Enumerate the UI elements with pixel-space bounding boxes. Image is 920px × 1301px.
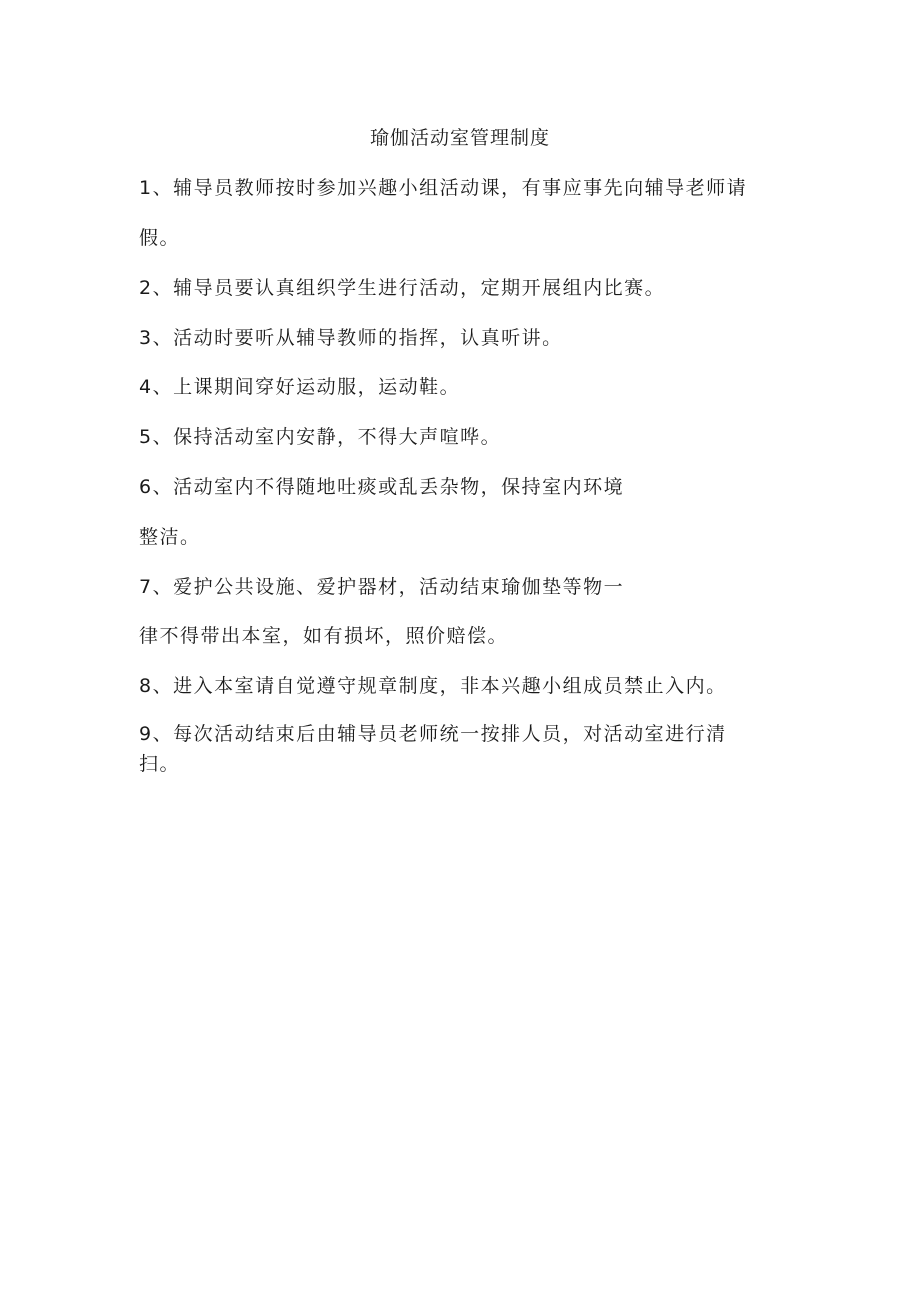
rule-1-line-1: 1、辅导员教师按时参加兴趣小组活动课，有事应事先向辅导老师请 [139,177,748,199]
rule-6-line-2: 整洁。 [139,526,201,548]
rule-4: 4、上课期间穿好运动服，运动鞋。 [139,376,461,398]
rule-8: 8、进入本室请自觉遵守规章制度，非本兴趣小组成员禁止入内。 [139,675,727,697]
rule-7-line-1: 7、爱护公共设施、爱护器材，活动结束瑜伽垫等物一 [139,576,625,598]
rule-9-line-1: 9、每次活动结束后由辅导员老师统一按排人员，对活动室进行清 [139,723,727,745]
rule-6-line-1: 6、活动室内不得随地吐痰或乱丢杂物，保持室内环境 [139,476,625,498]
rule-7-line-2: 律不得带出本室，如有损坏，照价赔偿。 [139,625,509,647]
rule-1-line-2: 假。 [139,227,181,249]
rule-9-line-2: 扫。 [139,753,181,775]
document-title: 瑜伽活动室管理制度 [369,127,550,149]
rule-5: 5、保持活动室内安静，不得大声喧哗。 [139,426,502,448]
rule-2: 2、辅导员要认真组织学生进行活动，定期开展组内比赛。 [139,277,666,299]
rule-3: 3、活动时要听从辅导教师的指挥，认真听讲。 [139,327,563,349]
